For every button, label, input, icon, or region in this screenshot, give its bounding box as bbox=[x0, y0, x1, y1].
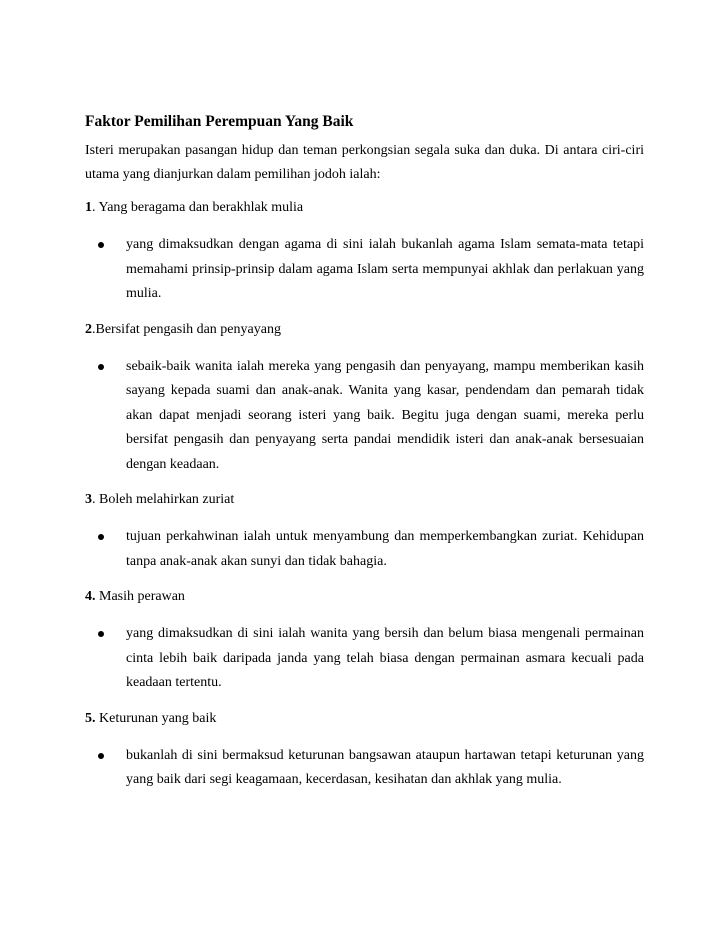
section-title: Yang beragama dan berakhlak mulia bbox=[98, 200, 304, 215]
section-number: 5. bbox=[85, 710, 96, 726]
document-title: Faktor Pemilihan Perempuan Yang Baik bbox=[85, 113, 354, 130]
bullet-list bbox=[85, 525, 644, 574]
document-page bbox=[85, 111, 644, 805]
bullet-dot-icon bbox=[98, 364, 104, 370]
section-heading bbox=[85, 489, 644, 511]
list-item bbox=[85, 622, 644, 696]
bullet-list bbox=[85, 744, 644, 793]
list-item bbox=[85, 525, 644, 574]
bullet-list bbox=[85, 355, 644, 478]
section-number: 4. bbox=[85, 589, 96, 604]
section-separator: . bbox=[92, 321, 96, 337]
list-item-text: bukanlah di sini bermaksud keturunan bangsawan ataupun hartawan tetapi keturunan yang yang baik dari segi keagamaan, kecerdasan, kesihatan dan akhlak yang mulia. bbox=[126, 747, 644, 787]
list-item bbox=[85, 744, 644, 793]
section-number: 2 bbox=[85, 321, 92, 337]
section-separator: . bbox=[92, 200, 99, 215]
intro-paragraph: Isteri merupakan pasangan hidup dan teman perkongsian segala suka dan duka. Di antara ciri-ciri utama yang dianjurkan dalam pemilihan jodoh ialah: bbox=[85, 143, 644, 182]
bullet-dot-icon bbox=[98, 242, 104, 248]
section-separator: . bbox=[92, 492, 99, 507]
bullet-dot-icon bbox=[98, 631, 104, 637]
section-number: 1 bbox=[85, 200, 92, 215]
bullet-dot-icon bbox=[98, 534, 104, 540]
section-heading bbox=[85, 586, 644, 608]
section-title: Boleh melahirkan zuriat bbox=[99, 492, 235, 507]
list-item-text: tujuan perkahwinan ialah untuk menyambung dan memperkembangkan zuriat. Kehidupan tanpa anak-anak akan sunyi dan tidak bahagia. bbox=[126, 529, 644, 569]
bullet-list bbox=[85, 233, 644, 307]
list-item-text: yang dimaksudkan dengan agama di sini ialah bukanlah agama Islam semata-mata tetapi memahami prinsip-prinsip dalam agama Islam serta mempunyai akhlak dan perlakuan yang mulia. bbox=[126, 237, 644, 301]
section-title: Masih perawan bbox=[99, 589, 185, 604]
list-item bbox=[85, 233, 644, 307]
section-number: 3 bbox=[85, 492, 92, 507]
section-title: Keturunan yang baik bbox=[99, 710, 217, 726]
list-item-text: sebaik-baik wanita ialah mereka yang pengasih dan penyayang, mampu memberikan kasih sayang kepada suami dan anak-anak. Wanita yang kasar, pendendam dan pemarah tidak akan dapat menjadi seorang isteri yang baik. Begitu juga dengan suami, mereka perlu bersifat pengasih dan penyayang serta pandai mendidik isteri dan anak-anak bersesuaian dengan keadaan. bbox=[126, 358, 644, 472]
bullet-dot-icon bbox=[98, 753, 104, 759]
section-heading bbox=[85, 708, 644, 730]
section-heading bbox=[85, 197, 644, 219]
section-title: Bersifat pengasih dan penyayang bbox=[95, 321, 281, 337]
list-item-text: yang dimaksudkan di sini ialah wanita yang bersih dan belum biasa mengenali permainan cinta lebih baik daripada janda yang telah biasa dengan permainan asmara kecuali pada keadaan tertentu. bbox=[126, 626, 644, 690]
bullet-list bbox=[85, 622, 644, 696]
list-item bbox=[85, 355, 644, 478]
section-heading bbox=[85, 319, 644, 341]
